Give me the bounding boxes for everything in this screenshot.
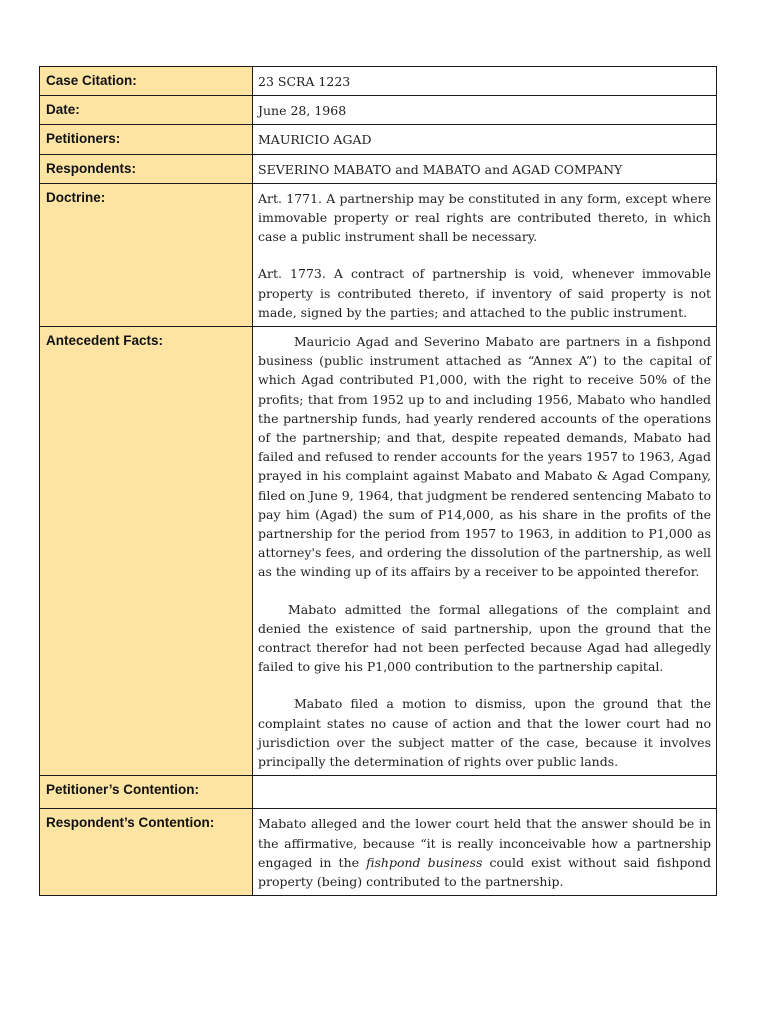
row-respondents [40, 154, 717, 183]
respondent-contention-label: Respondent’s Contention: [40, 809, 253, 896]
petitioner-contention-label: Petitioner’s Contention: [40, 776, 253, 809]
petitioners-value: MAURICIO AGAD [253, 125, 717, 154]
doctrine-article-1771: Art. 1771. A partnership may be constituted in any form, except where immovable property or real rights are contributed thereto, in which case a public instrument shall be necessary. [258, 190, 711, 245]
row-date [40, 96, 717, 125]
row-doctrine [40, 183, 717, 326]
date-value: June 28, 1968 [253, 96, 717, 125]
facts-paragraph-3: Mabato filed a motion to dismiss, upon the ground that the complaint states no cause of action and that the lower court had no jurisdiction over the subject matter of the case, because it involves principally the determination of rights over public lands. [258, 696, 711, 770]
date-label: Date: [40, 96, 253, 125]
row-petitioners [40, 125, 717, 154]
doctrine-label: Doctrine: [40, 183, 253, 326]
respondent-contention-text [258, 814, 711, 891]
facts-paragraph-2: Mabato admitted the formal allegations of the complaint and denied the existence of said partnership, upon the ground that the contract therefor had not been perfected because Agad had allegedly failed to give his P1,000 contribution to the partnership capital. [258, 601, 711, 675]
case-citation-label: Case Citation: [40, 67, 253, 96]
facts-paragraph-1: Mauricio Agad and Severino Mabato are partners in a fishpond business (public instrument attached as “Annex A”) to the capital of which Agad contributed P1,000, with the right to receive 50% of the profits; that from 1952 up to and including 1956, Mabato who handled the partnership funds, had yearly rendered accounts of the operations of the partnership; and that, despite repeated demands, Mabato had failed and refused to render accounts for the years 1957 to 1963, Agad prayed in his complaint against Mabato and Mabato & Agad Company, filed on June 9, 1964, that judgment be rendered sentencing Mabato to pay him (Agad) the sum of P14,000, as his share in the profits of the partnership for the period from 1957 to 1963, in addition to P1,000 as attorney's fees, and ordering the dissolution of the partnership, as well as the winding up of its affairs by a receiver to be appointed therefor. [258, 334, 711, 580]
case-citation-value: 23 SCRA 1223 [253, 67, 717, 96]
row-antecedent-facts [40, 327, 717, 776]
row-case-citation [40, 67, 717, 96]
row-respondent-contention [40, 809, 717, 896]
antecedent-facts-value [253, 327, 717, 776]
contention-text-before: Mabato alleged and the lower court held that the answer should be in the affirmative, because “it is really inconceivable how a partnership engaged in the [258, 816, 711, 870]
contention-text-after: could exist without said fishpond property (being) contributed to the partnership. [258, 854, 711, 889]
row-petitioner-contention [40, 776, 717, 809]
respondent-contention-value [253, 809, 717, 896]
petitioners-label: Petitioners: [40, 125, 253, 154]
contention-text-italic: fishpond business [366, 854, 483, 870]
petitioner-contention-value [253, 776, 717, 809]
respondents-label: Respondents: [40, 154, 253, 183]
doctrine-article-1773: Art. 1773. A contract of partnership is void, whenever immovable property is contributed thereto, if inventory of said property is not made, signed by the parties; and attached to the public instrument. [258, 266, 711, 320]
doctrine-value [253, 183, 717, 326]
case-digest-table [39, 66, 717, 896]
antecedent-facts-label: Antecedent Facts: [40, 327, 253, 776]
respondents-value: SEVERINO MABATO and MABATO and AGAD COMPANY [253, 154, 717, 183]
